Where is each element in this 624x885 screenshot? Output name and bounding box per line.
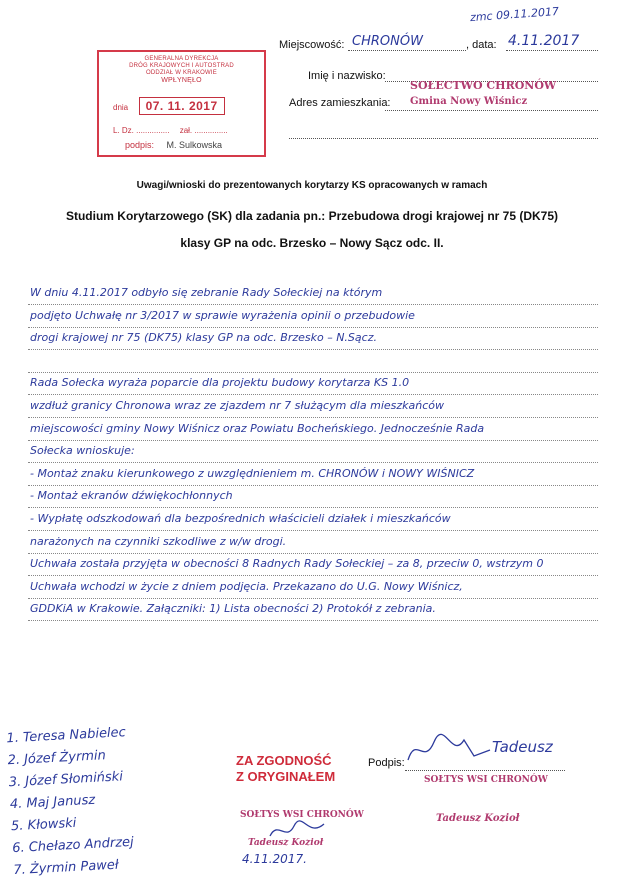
handwritten-line: Rada Sołecka wyraża poparcie dla projektu budowy korytarza KS 1.0 [30,376,410,390]
heading-line2: Studium Korytarzowego (SK) dla zadania pn.: Przebudowa drogi krajowej nr 75 (DK75) [65,209,559,223]
signature-handwritten: Tadeusz [492,738,553,756]
handwritten-line: narażonych na czynniki szkodliwe z w/w drogi. [30,534,287,548]
ruled-line [28,485,598,486]
address-label: Adres zamieszkania: [289,97,391,109]
ruled-line [28,372,598,373]
address-field-line1[interactable] [385,110,598,111]
ruled-line [28,553,598,554]
ruled-line [28,462,598,463]
signature-entry: 5. Kłowski [10,815,77,835]
ruled-line [28,598,598,599]
stamp-ldz: L. Dz. ............... [113,126,170,135]
ruled-line [28,530,598,531]
date-label: , data: [466,39,497,51]
certified-line2: Z ORYGINAŁEM [236,769,336,784]
certified-soltys-stamp: SOŁTYS WSI CHRONÓW [240,810,364,820]
date-value: 4.11.2017 [508,33,580,49]
soltys-stamp-line1: SOŁTYS WSI CHRONÓW [424,775,548,785]
receipt-annotation: zmc 09.11.2017 [469,4,560,25]
handwritten-line: Uchwała została przyjęta w obecności 8 Radnych Rady Sołeckiej – za 8, przeciw 0, wstrzym 0 [30,557,544,571]
locality-value: CHRONÓW [352,34,423,49]
stamp-podpis-value: M. Sulkowska [166,140,223,150]
ruled-line [28,620,598,621]
signature-entry: 2. Józef Żyrmin [7,748,107,769]
stamp-header-1: GENERALNA DYREKCJA [144,56,219,62]
signature-entry: 1. Teresa Nabielec [6,725,127,747]
name-stamp-line2: Gmina Nowy Wiśnicz [410,96,528,107]
handwritten-line: wzdłuż granicy Chronowa wraz ze zjazdem nr 7 służącym dla mieszkańców [30,399,445,412]
ruled-line [28,507,598,508]
ruled-line [28,327,598,328]
received-stamp [97,50,266,157]
signature-entry: 4. Maj Janusz [9,792,96,813]
handwritten-line: GDDKiA w Krakowie. Załączniki: 1) Lista obecności 2) Protokół z zebrania. [30,602,436,616]
certified-signature-scribble [268,818,328,844]
signature-label: Podpis: [368,757,405,769]
handwritten-line: miejscowości gminy Nowy Wiśnicz oraz Powiatu Bocheńskiego. Jednocześnie Rada [30,421,485,435]
certified-soltys-name: Tadeusz Kozioł [248,838,324,848]
ruled-line [28,304,598,305]
handwritten-line: podjęto Uchwałę nr 3/2017 w sprawie wyrażenia opinii o przebudowie [30,308,415,322]
locality-field[interactable] [348,50,466,51]
handwritten-line: Uchwała wchodzi w życie z dniem podjęcia. Przekazano do U.G. Nowy Wiśnicz, [30,579,463,593]
certified-date: 4.11.2017. [242,852,307,866]
stamp-header-2: DRÓG KRAJOWYCH I AUTOSTRAD [129,63,234,69]
handwritten-line: - Montaż ekranów dźwiękochłonnych [30,489,233,503]
stamp-header-3: ODDZIAŁ W KRAKOWIE [146,70,217,76]
locality-label: Miejscowość: [279,39,345,51]
handwritten-line: - Wypłatę odszkodowań dla bezpośrednich właścicieli działek i mieszkańców [30,512,451,525]
name-stamp-line1: SOŁECTWO CHRONÓW [410,79,557,92]
handwritten-line: - Montaż znaku kierunkowego z uwzględnieniem m. CHRONÓW i NOWY WIŚNICZ [30,466,475,480]
ruled-line [28,440,598,441]
address-field-line2[interactable] [289,138,598,139]
signature-entry: 6. Chełazo Andrzej [11,834,135,857]
handwritten-line: drogi krajowej nr 75 (DK75) klasy GP na odc. Brzesko – N.Sącz. [30,331,377,345]
signature-list [6,721,214,885]
signature-entry: 3. Józef Słomiński [8,769,124,791]
certified-line1: ZA ZGODNOŚĆ [236,753,332,768]
stamp-zal: zał. ............... [179,126,228,135]
ruled-line [28,394,598,395]
stamp-podpis-label: podpis: [125,140,155,150]
heading-line1: Uwagi/wnioski do prezentowanych korytarzy KS opracowanych w ramach [136,180,488,191]
stamp-date-value: 07. 11. 2017 [139,97,225,115]
ruled-line [28,349,598,350]
stamp-header-4: WPŁYNĘŁO [161,77,202,84]
soltys-stamp-line2: Tadeusz Kozioł [436,813,520,824]
signature-field[interactable] [405,770,565,771]
ruled-line [28,575,598,576]
heading-line3: klasy GP na odc. Brzesko – Nowy Sącz odc. II. [180,236,444,250]
signature-scribble [404,730,494,770]
signature-entry: 7. Żyrmin Paweł [13,857,119,879]
date-field[interactable] [506,50,598,51]
stamp-date-label: dnia [113,103,129,112]
name-label: Imię i nazwisko: [308,70,386,82]
handwritten-line: W dniu 4.11.2017 odbyło się zebranie Rady Sołeckiej na którym [30,286,383,299]
certified-copy-stamp [236,753,335,785]
handwritten-line: Sołecka wnioskuje: [30,444,135,458]
ruled-line [28,417,598,418]
